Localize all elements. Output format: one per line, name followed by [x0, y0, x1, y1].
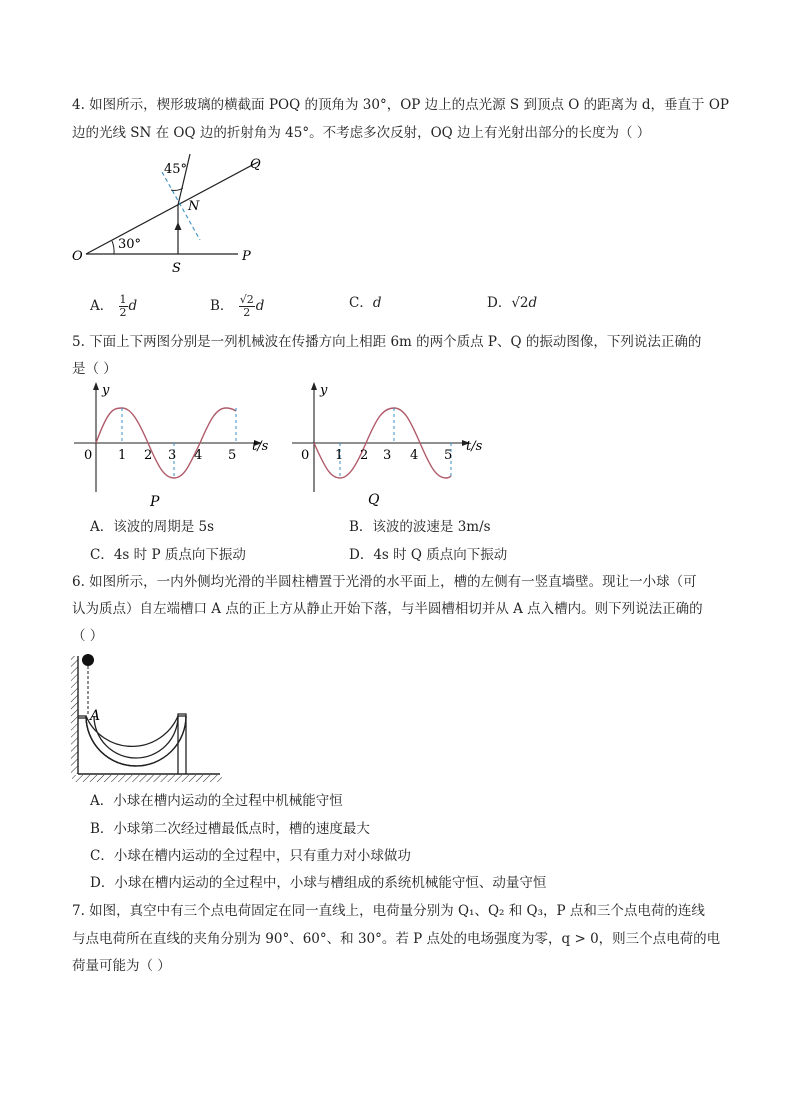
q5-stem-line2: 是（ ） — [72, 361, 117, 377]
q4-option-d-root: √2 — [511, 295, 529, 311]
q6-trough-figure — [68, 648, 238, 788]
q4-option-c-letter: C． — [349, 295, 373, 311]
q5-option-d-text: 4s 时 Q 质点向下振动 — [373, 547, 508, 563]
q7-stem-line3: 荷量可能为（ ） — [72, 958, 171, 974]
q5-graph-q-tick-2: 2 — [360, 448, 369, 463]
q4-option-b-num: √2 — [239, 293, 254, 306]
q5-graph-p-xaxis-text: t/s — [252, 439, 269, 454]
q6-label-A: A — [90, 708, 101, 724]
q7-stem-line1: 7. 如图，真空中有三个点电荷固定在同一直线上，电荷量分别为 Q₁、Q₂ 和 Q₃，P 点和三个点电荷的连线 — [72, 903, 705, 919]
q6-option-d-letter: D． — [90, 875, 115, 891]
q5-graph-q-xaxis: t/s — [466, 439, 483, 454]
q4-label-N: N — [188, 199, 200, 214]
q6-option-c[interactable] — [90, 847, 411, 865]
q6-option-b-text: 小球第二次经过槽最低点时，槽的速度最大 — [113, 821, 370, 837]
q5-graph-q-caption: Q — [368, 492, 380, 508]
q6-stem-line3: （ ） — [72, 628, 104, 644]
q5-graph-p-tick-3: 3 — [168, 448, 177, 463]
q4-option-b-var: d — [255, 298, 265, 314]
q4-option-d-var: d — [528, 295, 538, 311]
q5-graph-p-caption: P — [150, 494, 160, 510]
q5-graph-q-tick-5: 5 — [444, 448, 453, 463]
q5-option-a-text: 该波的周期是 5s — [113, 519, 215, 535]
q4-option-c-var: d — [372, 295, 382, 311]
q6-option-c-text: 小球在槽内运动的全过程中，只有重力对小球做功 — [113, 848, 411, 864]
q6-option-c-letter: C． — [90, 848, 114, 864]
q5-option-b[interactable] — [349, 518, 491, 536]
q6-option-a-text: 小球在槽内运动的全过程中机械能守恒 — [113, 793, 343, 809]
q4-option-b-letter: B． — [210, 298, 234, 314]
q6-option-b-letter: B． — [90, 821, 114, 837]
q4-stem-line1: 4. 如图所示，楔形玻璃的横截面 POQ 的顶角为 30°，OP 边上的点光源 S 到顶点 O 的距离为 d，垂直于 OP — [72, 97, 729, 113]
q6-stem-line1: 6. 如图所示，一内外侧均光滑的半圆柱槽置于光滑的水平面上，槽的左侧有一竖直墙壁。现让一小球（可 — [72, 574, 697, 590]
q4-label-O: O — [72, 249, 83, 264]
q7-stem-line2: 与点电荷所在直线的夹角分别为 90°、60°、和 30°。若 P 点处的电场强度为零，q > 0，则三个点电荷的电 — [72, 931, 721, 947]
q5-option-c-text: 4s 时 P 质点向下振动 — [113, 547, 246, 563]
q5-graph-p-yaxis: y — [102, 383, 110, 398]
q5-graph-q-tick-0: 0 — [301, 448, 310, 463]
q6-option-b[interactable] — [90, 820, 370, 838]
q4-option-a[interactable] — [90, 294, 137, 319]
q5-graph-q — [286, 380, 496, 510]
q5-option-b-text: 该波的波速是 3m/s — [372, 519, 491, 535]
q5-graph-p-tick-2: 2 — [144, 448, 153, 463]
q4-option-a-letter: A． — [90, 298, 114, 314]
q4-option-a-num: 1 — [119, 293, 127, 306]
q6-option-a[interactable] — [90, 792, 343, 810]
q5-graph-p-tick-0: 0 — [84, 448, 93, 463]
q4-angle-45: 45° — [164, 162, 188, 177]
q4-option-a-den: 2 — [119, 306, 127, 319]
q4-option-c[interactable] — [349, 294, 382, 312]
q4-option-b[interactable] — [210, 294, 264, 319]
q5-option-a[interactable] — [90, 518, 214, 536]
q6-option-a-letter: A． — [90, 793, 114, 809]
q5-graph-p-xaxis — [252, 439, 269, 454]
q4-wedge-figure — [70, 150, 280, 275]
q5-graph-q-tick-3: 3 — [383, 448, 392, 463]
q6-ball — [82, 654, 94, 666]
q5-option-d-letter: D． — [349, 547, 374, 563]
q4-option-a-var: d — [128, 298, 138, 314]
q4-option-d[interactable] — [487, 294, 537, 312]
q6-option-d[interactable] — [90, 874, 546, 892]
q5-option-d[interactable] — [349, 546, 507, 564]
q4-label-Q: Q — [250, 157, 261, 172]
q4-option-d-letter: D． — [487, 295, 512, 311]
q5-option-c-letter: C． — [90, 547, 114, 563]
q4-angle-30: 30° — [118, 237, 142, 252]
q5-graph-q-tick-1: 1 — [335, 448, 344, 463]
q6-option-d-text: 小球在槽内运动的全过程中，小球与槽组成的系统机械能守恒、动量守恒 — [114, 875, 547, 891]
q5-option-a-letter: A． — [90, 519, 114, 535]
q5-graph-q-tick-4: 4 — [410, 448, 419, 463]
q4-label-P: P — [242, 249, 251, 264]
q4-option-b-den: 2 — [243, 306, 251, 319]
q5-graph-p-tick-4: 4 — [194, 448, 203, 463]
q5-option-c[interactable] — [90, 546, 246, 564]
q5-graph-q-yaxis: y — [320, 383, 328, 398]
q5-graph-p — [68, 380, 278, 510]
q5-stem-line1: 5. 下面上下两图分别是一列机械波在传播方向上相距 6m 的两个质点 P、Q 的振动图像，下列说法正确的 — [72, 334, 702, 350]
q6-stem-line2: 认为质点）自左端槽口 A 点的正上方从静止开始下落，与半圆槽相切并从 A 点入槽内。则下列说法正确的 — [72, 601, 703, 617]
q5-graph-p-tick-5: 5 — [228, 448, 237, 463]
q4-label-S: S — [172, 261, 181, 275]
q5-option-b-letter: B． — [349, 519, 373, 535]
q5-graph-p-tick-1: 1 — [118, 448, 127, 463]
q4-stem-line2: 边的光线 SN 在 OQ 边的折射角为 45°。不考虑多次反射，OQ 边上有光射出部分的长度为（ ） — [72, 125, 651, 141]
